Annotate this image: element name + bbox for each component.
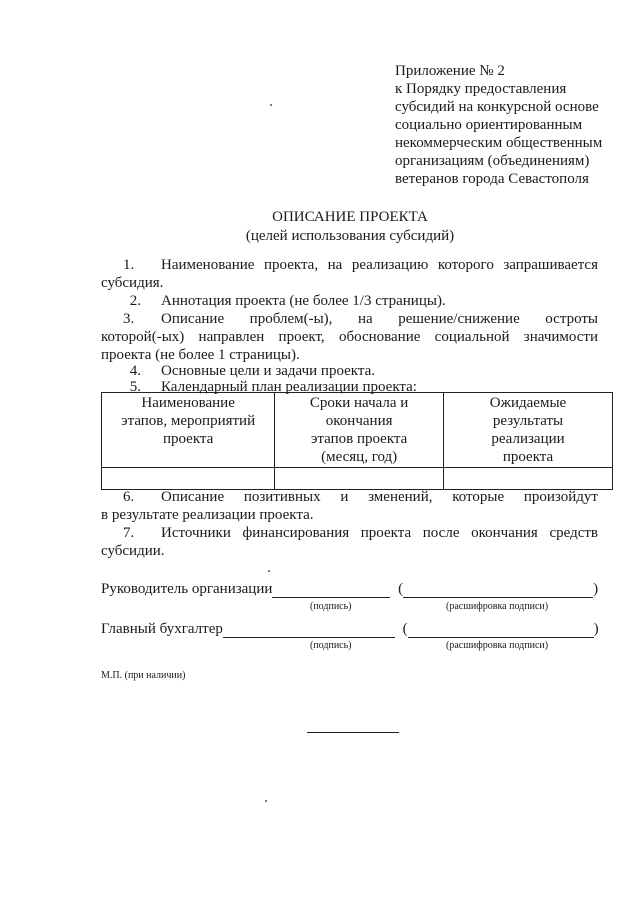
item-2 xyxy=(101,292,598,310)
item-text: Календарный план реализации проекта: xyxy=(161,379,417,395)
title-sub: (целей использования субсидий) xyxy=(245,228,455,244)
appendix-header xyxy=(395,62,625,188)
header-text: проекта xyxy=(502,449,554,465)
header-text: этапов, мероприятий xyxy=(121,413,256,429)
table-header-cell xyxy=(275,393,444,468)
header-text: (месяц, год) xyxy=(321,449,398,465)
table-row xyxy=(102,468,613,490)
item-text: Источники финансирования проекта после окончания средств xyxy=(161,525,598,541)
paren-close: ) xyxy=(593,621,599,637)
table-cell xyxy=(275,468,444,490)
paren-close: ) xyxy=(593,581,599,597)
item-text: субсидия. xyxy=(101,275,164,291)
item-number: 1. xyxy=(123,257,135,273)
table-header-cell xyxy=(102,393,275,468)
scan-speck xyxy=(265,800,267,802)
header-text: результаты xyxy=(492,413,564,429)
table-cell xyxy=(444,468,613,490)
item-text: Описание позитивных и зменений, которые произойдут xyxy=(161,489,598,505)
head-name-field[interactable] xyxy=(403,583,593,598)
title-main: ОПИСАНИЕ ПРОЕКТА xyxy=(272,209,428,225)
item-text: которой(-ых) направлен проект, обоснование социальной значимости xyxy=(101,329,598,345)
head-label: Руководитель организации xyxy=(101,581,273,597)
header-text: проекта xyxy=(162,431,214,447)
appendix-line: к Порядку предоставления xyxy=(395,81,567,97)
signature-head-line xyxy=(101,580,611,598)
head-signature-field[interactable] xyxy=(272,583,390,598)
item-text: субсидии. xyxy=(101,543,165,559)
header-text: окончания xyxy=(325,413,393,429)
signature-accountant-line xyxy=(101,620,611,638)
decode-caption: (расшифровка подписи) xyxy=(446,601,549,612)
item-number: 2. xyxy=(129,293,141,309)
header-text: реализации xyxy=(491,431,565,447)
header-text: Ожидаемые xyxy=(489,395,567,411)
item-number: 5. xyxy=(129,379,141,395)
document-title xyxy=(100,208,600,246)
calendar-plan-table xyxy=(101,392,613,490)
appendix-line: ветеранов города Севастополя xyxy=(395,171,589,187)
scan-speck xyxy=(268,570,270,572)
decode-caption: (расшифровка подписи) xyxy=(446,640,549,651)
table-header-row xyxy=(102,393,613,468)
item-text: Основные цели и задачи проекта. xyxy=(161,363,376,379)
item-number: 6. xyxy=(123,489,135,505)
item-text: проекта (не более 1 страницы). xyxy=(101,347,300,363)
stamp-note: М.П. (при наличии) xyxy=(101,670,186,681)
table-header-cell xyxy=(444,393,613,468)
header-text: Сроки начала и xyxy=(309,395,409,411)
item-number: 4. xyxy=(129,363,141,379)
accountant-label: Главный бухгалтер xyxy=(101,621,223,637)
accountant-signature-field[interactable] xyxy=(223,623,395,638)
item-3 xyxy=(101,310,598,364)
item-text: Аннотация проекта (не более 1/3 страницы). xyxy=(161,293,446,309)
signature-caption: (подпись) xyxy=(310,640,352,651)
closing-rule xyxy=(307,732,399,733)
appendix-line: организациям (объединениям) xyxy=(395,153,590,169)
item-text: Наименование проекта, на реализацию которого запрашивается xyxy=(161,257,598,273)
table-cell xyxy=(102,468,275,490)
item-number: 7. xyxy=(123,525,135,541)
paren-open: ( xyxy=(402,621,408,637)
item-6 xyxy=(101,488,598,524)
item-text: Описание проблем(-ы), на решение/снижение остроты xyxy=(161,311,598,327)
item-7 xyxy=(101,524,598,560)
appendix-line: Приложение № 2 xyxy=(395,63,505,79)
item-number: 3. xyxy=(123,311,135,327)
header-text: Наименование xyxy=(141,395,235,411)
scan-speck xyxy=(270,104,272,106)
item-1 xyxy=(101,256,598,292)
paren-open: ( xyxy=(398,581,404,597)
accountant-name-field[interactable] xyxy=(408,623,594,638)
signature-caption: (подпись) xyxy=(310,601,352,612)
appendix-line: субсидий на конкурсной основе xyxy=(395,99,599,115)
header-text: этапов проекта xyxy=(310,431,408,447)
appendix-line: социально ориентированным xyxy=(395,117,583,133)
appendix-line: некоммерческим общественным xyxy=(395,135,603,151)
item-text: в результате реализации проекта. xyxy=(101,507,314,523)
